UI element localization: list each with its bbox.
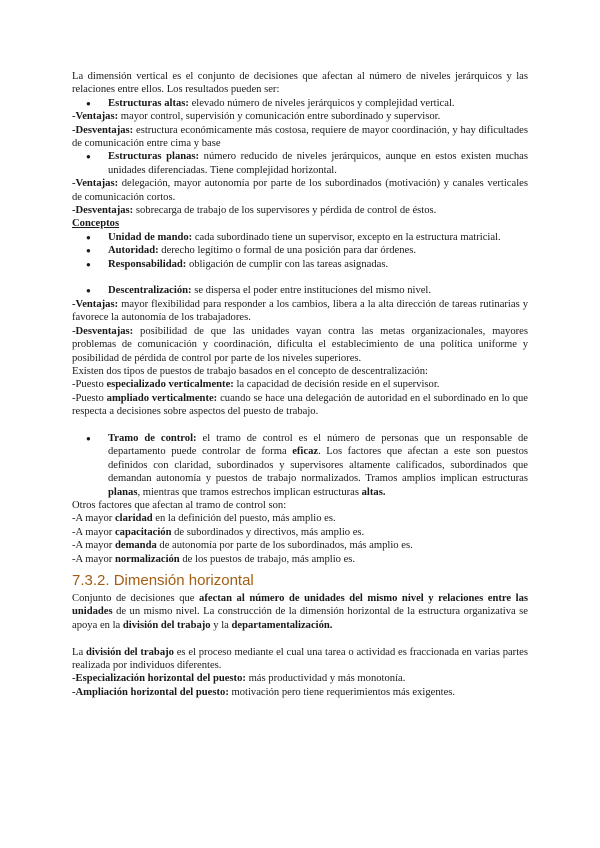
- factor-demanda: [72, 539, 528, 552]
- text-run: elevado número de niveles jerárquicos y complejidad vertical.: [188, 97, 455, 109]
- bold-text: -Desventajas:: [72, 124, 134, 136]
- bullet-text: [104, 231, 528, 244]
- text-run: -A mayor: [72, 513, 115, 525]
- factor-normalizacion: [72, 553, 528, 566]
- bold-text: -Especialización horizontal del puesto:: [72, 673, 246, 685]
- bullet-dot-icon: ●: [86, 246, 91, 256]
- bullet-responsabilidad: [72, 258, 528, 271]
- bullet-dot-icon: ●: [86, 433, 91, 443]
- text-run: cada subordinado tiene un supervisor, excepto en la estructura matricial.: [192, 231, 501, 243]
- bold-text: -Ventajas:: [72, 111, 119, 123]
- bold-text: división del trabajo: [122, 619, 211, 631]
- text-run: -Puesto: [72, 392, 107, 404]
- bold-text: Tramo de control:: [108, 432, 197, 444]
- text-run: cuando se hace una delegación de autoridad en el subordinado en lo que respecta a decisiones sobre aspectos del puesto de trabajo.: [72, 392, 529, 418]
- text-run: de autonomía por parte de los subordinados, más amplio es.: [156, 540, 413, 552]
- otros-factores: [72, 499, 528, 512]
- bullet-tramo-de-control: [72, 432, 528, 499]
- bold-text: Autoridad:: [108, 245, 159, 257]
- bold-text: Unidad de mando:: [108, 231, 193, 243]
- bold-text: demanda: [114, 540, 157, 552]
- bullet-unidad-de-mando: [72, 231, 528, 244]
- bold-text: Descentralización:: [108, 285, 192, 297]
- bold-text: especializado verticalmente:: [106, 379, 234, 391]
- bullet-text: [104, 284, 528, 297]
- bold-text: -Desventajas:: [72, 325, 134, 337]
- puesto-ampliado: [72, 392, 528, 419]
- bullet-text: [104, 150, 528, 177]
- text-run: motivación pero tiene requerimientos más exigentes.: [228, 686, 456, 698]
- section-heading: [72, 572, 528, 590]
- text-run: obligación de cumplir con las tareas asignadas.: [186, 258, 389, 270]
- puesto-especializado: [72, 378, 528, 391]
- text-run: . Los factores que afectan a este son puestos definidos con claridad, subordinados y supervisores altamente calificados, subordinados que demandan autonomía y puestos de trabajo normalizados. Tramos amplios implican estructuras: [108, 446, 528, 485]
- bullet-descentralizacion: [72, 284, 528, 297]
- text-run: -A mayor: [72, 540, 115, 552]
- text-run: derecho legítimo o formal de una posición para dar órdenes.: [158, 245, 417, 257]
- bold-text: claridad: [114, 513, 153, 525]
- text-run: -Puesto: [72, 379, 107, 391]
- bold-text: altas.: [361, 486, 386, 498]
- factor-capacitacion: [72, 526, 528, 539]
- bullet-text: [104, 244, 528, 257]
- division-del-trabajo: [72, 646, 528, 673]
- bullet-dot-icon: ●: [86, 232, 91, 242]
- bold-text: Estructuras altas:: [108, 97, 189, 109]
- bullet-estructuras-planas: [72, 150, 528, 177]
- text-run: es el proceso mediante el cual una tarea o actividad es fraccionada en varias partes realizada por individuos diferentes.: [72, 646, 528, 672]
- bullet-dot-icon: ●: [86, 286, 91, 296]
- bold-text: departamentalización.: [231, 619, 333, 631]
- text-run: de los puestos de trabajo, más amplio es.: [179, 553, 356, 565]
- bold-text: capacitación: [114, 526, 172, 538]
- bullet-autoridad: [72, 244, 528, 257]
- text-run: posibilidad de que las unidades vayan contra las metas organizacionales, mayores problemas de comunicación y coordinación, dificulta el establecimiento de una política uniforme y posibilidad de pérdida de control por parte de los niveles superiores.: [72, 325, 528, 364]
- text-run: en la definición del puesto, más amplio es.: [152, 513, 336, 525]
- bullet-estructuras-altas: [72, 97, 528, 110]
- bullet-dot-icon: ●: [86, 152, 91, 162]
- bold-text: ampliado verticalmente:: [106, 392, 218, 404]
- text-run: se dispersa el poder entre instituciones del mismo nivel.: [191, 285, 432, 297]
- bullet-text: [104, 432, 528, 499]
- text-run: La: [72, 646, 86, 658]
- text-run: el tramo de control es el número de personas que un responsable de departamento puede controlar de forma: [108, 432, 528, 458]
- bold-text: -Desventajas:: [72, 205, 134, 217]
- horizontal-intro: [72, 592, 528, 632]
- desventajas-planas: [72, 204, 528, 217]
- factor-claridad: [72, 512, 528, 525]
- bold-text: -Ampliación horizontal del puesto:: [72, 686, 229, 698]
- text-run: de subordinados y directivos, más amplio es.: [171, 526, 365, 538]
- bold-text: -Ventajas:: [72, 298, 119, 310]
- text-run: Otros factores que afectan al tramo de control son:: [72, 499, 287, 511]
- desventajas-descentralizacion: [72, 325, 528, 365]
- desventajas-altas: [72, 124, 528, 151]
- text-run: delegación, mayor autonomía por parte de los subordinados (motivación) y canales verticales de comunicación cortos.: [72, 178, 528, 203]
- bold-text: Estructuras planas:: [108, 151, 200, 163]
- bold-text: Responsabilidad:: [108, 258, 187, 270]
- ventajas-planas: [72, 177, 528, 204]
- ampliacion-horizontal: [72, 686, 528, 699]
- bullet-text: [104, 258, 528, 271]
- text-run: la capacidad de decisión reside en el supervisor.: [233, 379, 440, 391]
- text-run: y la: [210, 619, 232, 631]
- ventajas-descentralizacion: [72, 298, 528, 325]
- spacer: [72, 419, 528, 432]
- text-run: -A mayor: [72, 553, 115, 565]
- text-run: , mientras que tramos estrechos implican estructuras: [137, 486, 362, 498]
- bullet-dot-icon: ●: [86, 98, 91, 108]
- bold-text: Conceptos: [72, 218, 120, 230]
- tipos-puestos: [72, 365, 528, 378]
- bullet-dot-icon: ●: [86, 259, 91, 269]
- text-run: sobrecarga de trabajo de los supervisores y pérdida de control de éstos.: [133, 205, 437, 217]
- text-run: estructura económicamente más costosa, requiere de mayor coordinación, y hay dificultades de comunicación entre cima y base: [72, 124, 528, 150]
- bold-text: división del trabajo: [85, 646, 174, 658]
- text-run: de un mismo nivel. La construcción de la dimensión horizontal de la estructura organizativa se apoya en la: [72, 606, 528, 631]
- text-run: Conjunto de decisiones que: [72, 593, 200, 604]
- text-run: mayor flexibilidad para responder a los cambios, libera a la alta dirección de tareas rutinarias y favorece la autonomía de los trabajadores.: [72, 298, 528, 324]
- text-run: 7.3.2. Dimensión horizontal: [72, 572, 254, 589]
- spacer: [72, 632, 528, 645]
- bold-text: -Ventajas:: [72, 178, 119, 190]
- text-run: mayor control, supervisión y comunicación entre subordinado y supervisor.: [118, 111, 441, 123]
- text-run: más productividad y más monotonía.: [245, 673, 406, 685]
- bold-text: afectan al número de unidades del mismo nivel y relaciones entre las unidades: [72, 593, 528, 618]
- bullet-text: [104, 97, 528, 110]
- text-run: La dimensión vertical es el conjunto de decisiones que afectan al número de niveles jerárquicos y las relaciones entre ellos. Los resultados pueden ser:: [72, 71, 528, 96]
- bold-text: planas: [108, 486, 138, 498]
- text-run: número reducido de niveles jerárquicos, aunque en estos existen muchas unidades diferenciadas. Tiene complejidad horizontal.: [108, 151, 528, 176]
- bold-text: eficaz: [292, 446, 319, 458]
- text-run: Existen dos tipos de puestos de trabajo basados en el concepto de descentralización:: [72, 365, 428, 377]
- conceptos-heading: [72, 217, 528, 230]
- especializacion-horizontal: [72, 672, 528, 685]
- text-run: -A mayor: [72, 526, 115, 538]
- spacer: [72, 271, 528, 284]
- ventajas-altas: [72, 110, 528, 123]
- intro-paragraph: [72, 70, 528, 97]
- bold-text: normalización: [114, 553, 180, 565]
